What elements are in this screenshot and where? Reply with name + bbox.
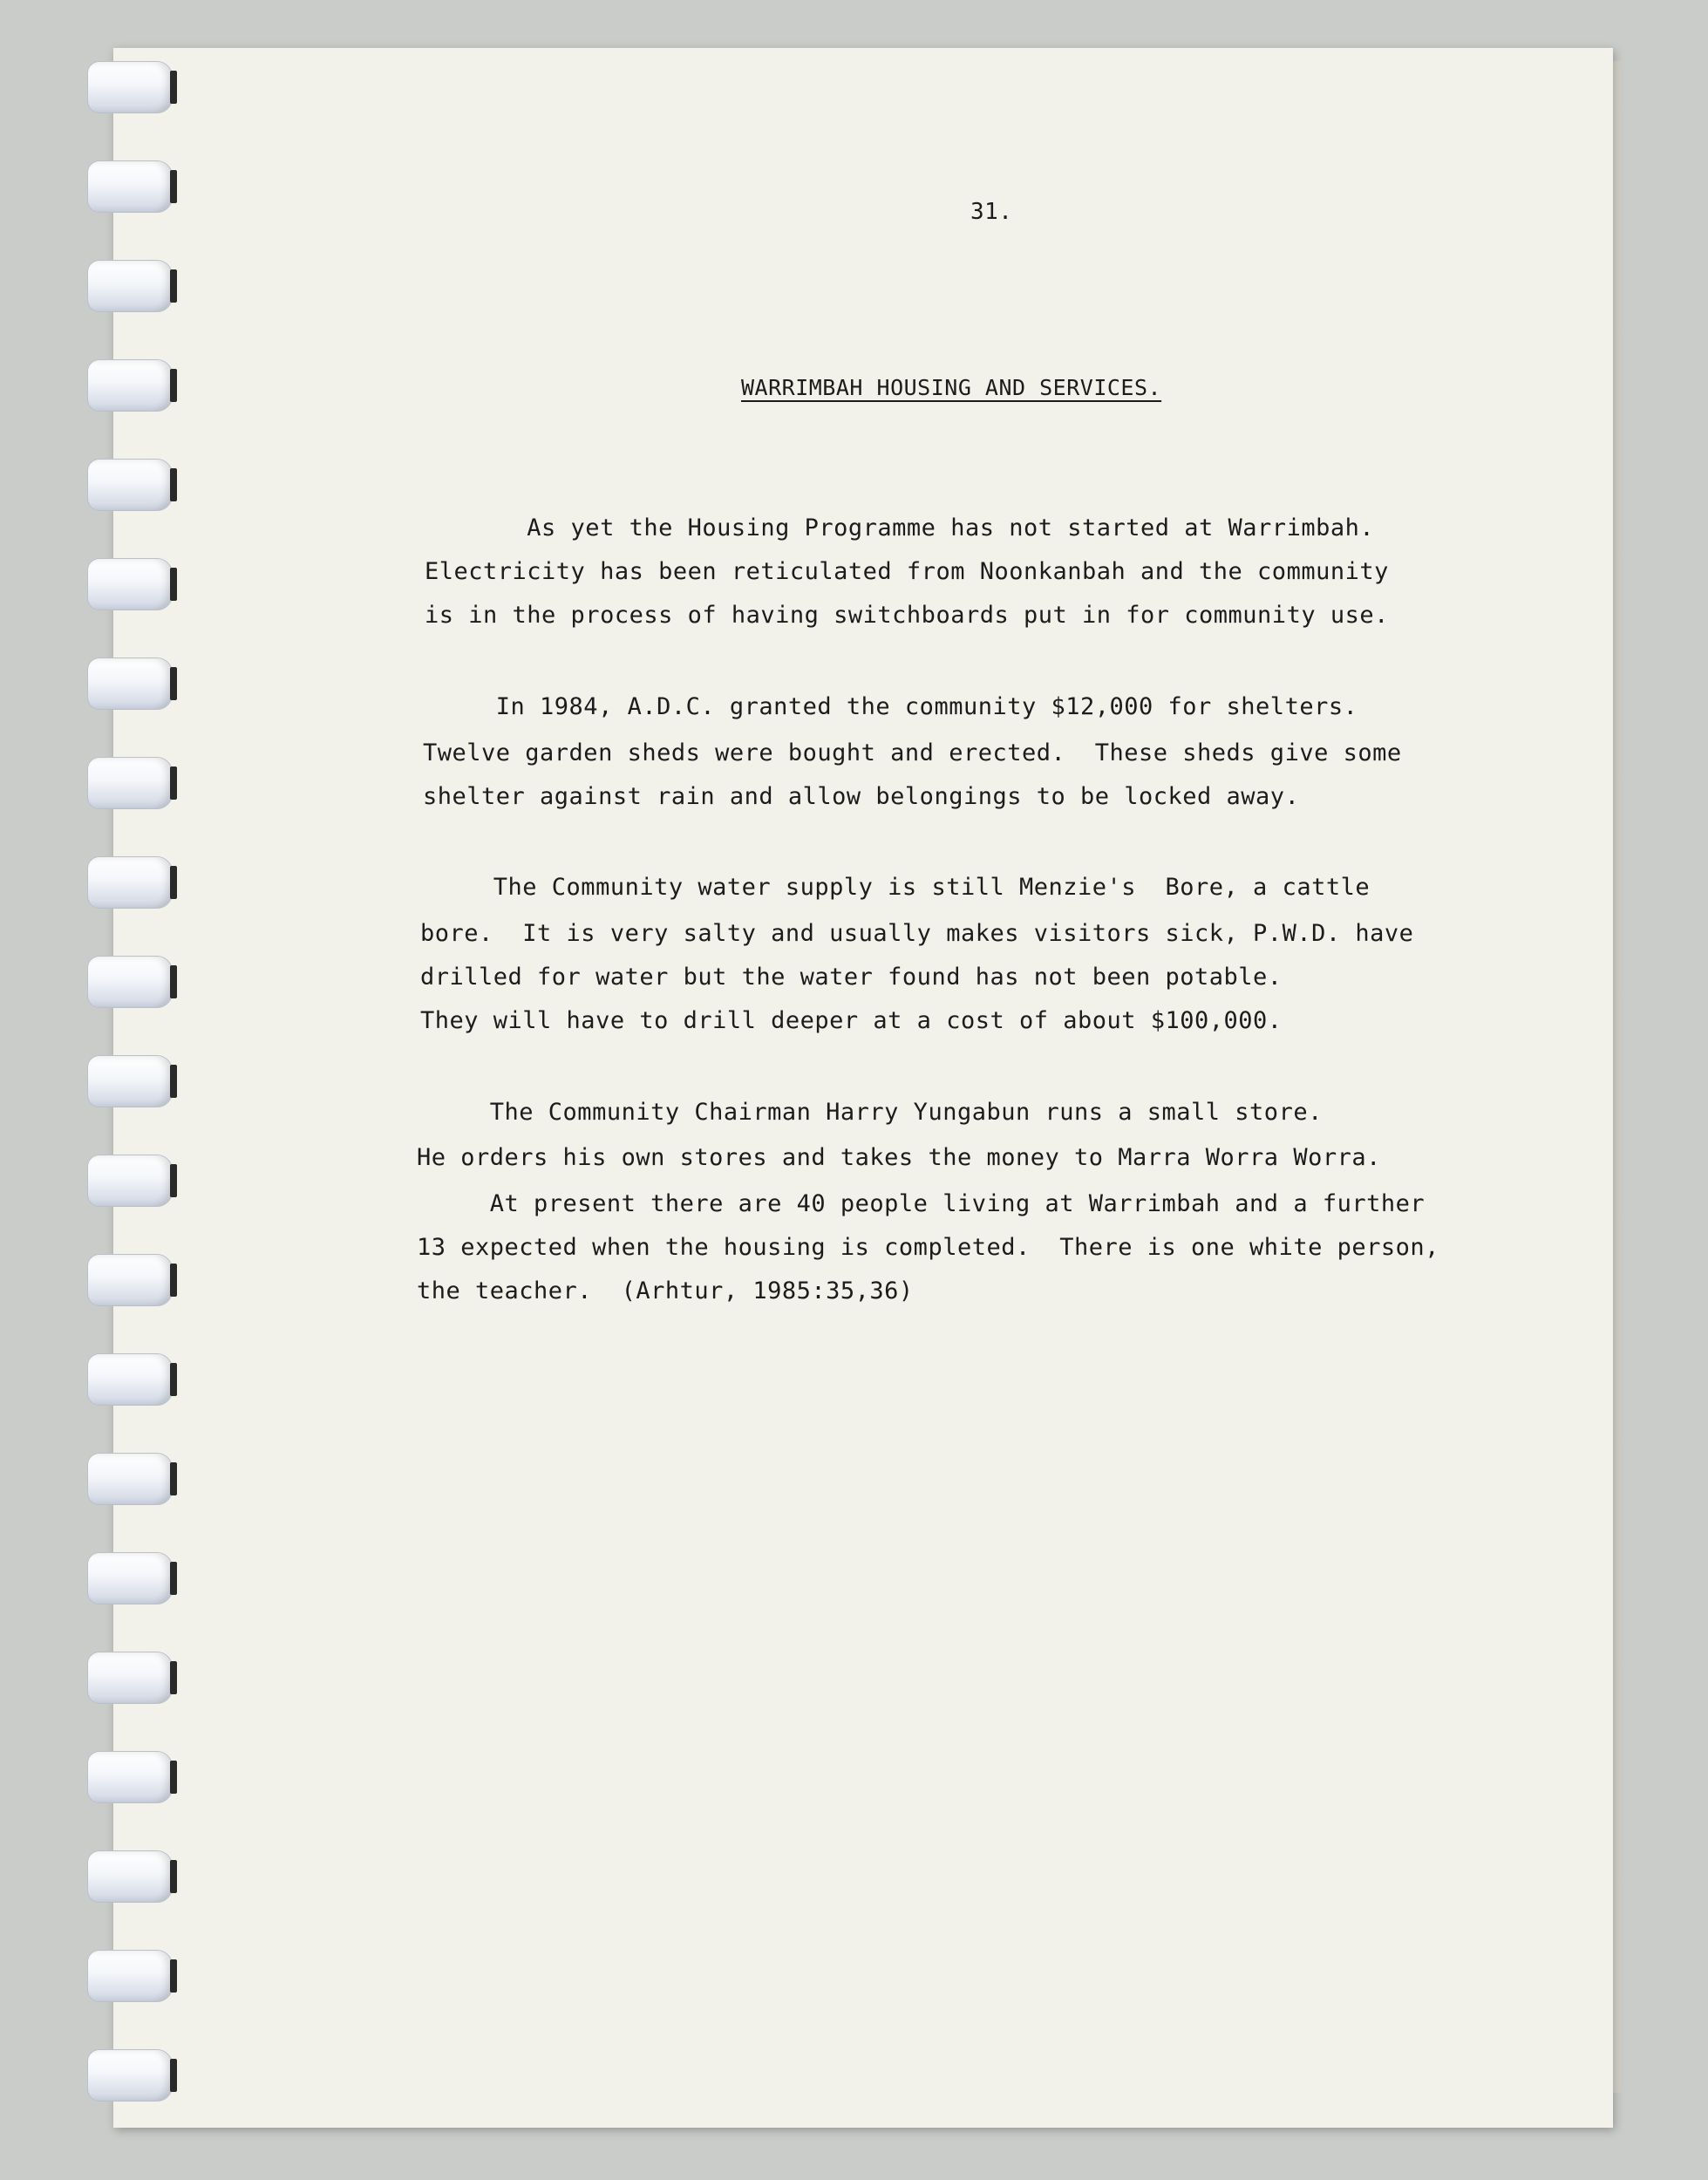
text-line: He orders his own stores and takes the money to Marra Worra Worra. bbox=[417, 1144, 1381, 1171]
document-page bbox=[113, 48, 1613, 2128]
binding-coil bbox=[87, 2049, 173, 2102]
binding-coil bbox=[87, 1055, 173, 1107]
section-title: WARRIMBAH HOUSING AND SERVICES. bbox=[741, 375, 1162, 400]
text-line: the teacher. (Arhtur, 1985:35,36) bbox=[417, 1277, 914, 1305]
binding-coil bbox=[87, 558, 173, 610]
text-line: In 1984, A.D.C. granted the community $12,000 for shelters. bbox=[423, 693, 1358, 720]
binding-coil bbox=[87, 61, 173, 113]
text-line: shelter against rain and allow belongings to be locked away. bbox=[423, 783, 1300, 810]
text-line: bore. It is very salty and usually makes visitors sick, P.W.D. have bbox=[420, 920, 1414, 947]
text-line: Twelve garden sheds were bought and erected. These sheds give some bbox=[423, 739, 1402, 766]
binding-coil bbox=[87, 160, 173, 213]
page-number: 31. bbox=[970, 199, 1013, 225]
binding-coil bbox=[87, 1353, 173, 1406]
binding-coil bbox=[87, 856, 173, 909]
binding-coil bbox=[87, 459, 173, 511]
binding-coil bbox=[87, 757, 173, 809]
text-line: The Community Chairman Harry Yungabun runs a small store. bbox=[417, 1099, 1323, 1126]
binding-coil bbox=[87, 1254, 173, 1306]
text-line: is in the process of having switchboards put in for community use. bbox=[425, 602, 1389, 629]
text-line: Electricity has been reticulated from Noonkanbah and the community bbox=[425, 558, 1389, 585]
binding-coil bbox=[87, 956, 173, 1008]
binding-coil bbox=[87, 359, 173, 412]
text-line: 13 expected when the housing is completed. There is one white person, bbox=[417, 1234, 1439, 1261]
binding-coil bbox=[87, 1155, 173, 1207]
binding-coil bbox=[87, 1850, 173, 1903]
binding-coil bbox=[87, 657, 173, 710]
spiral-binding bbox=[87, 61, 139, 2119]
binding-coil bbox=[87, 1652, 173, 1704]
binding-coil bbox=[87, 1751, 173, 1803]
binding-coil bbox=[87, 1552, 173, 1604]
text-line: As yet the Housing Programme has not started at Warrimbah. bbox=[425, 514, 1375, 542]
text-line: At present there are 40 people living at Warrimbah and a further bbox=[417, 1190, 1426, 1217]
binding-coil bbox=[87, 1950, 173, 2002]
text-line: They will have to drill deeper at a cost of about $100,000. bbox=[420, 1007, 1283, 1034]
text-line: drilled for water but the water found has not been potable. bbox=[420, 964, 1283, 991]
text-line: The Community water supply is still Menzie's Bore, a cattle bbox=[420, 874, 1371, 901]
binding-coil bbox=[87, 1453, 173, 1505]
binding-coil bbox=[87, 260, 173, 312]
